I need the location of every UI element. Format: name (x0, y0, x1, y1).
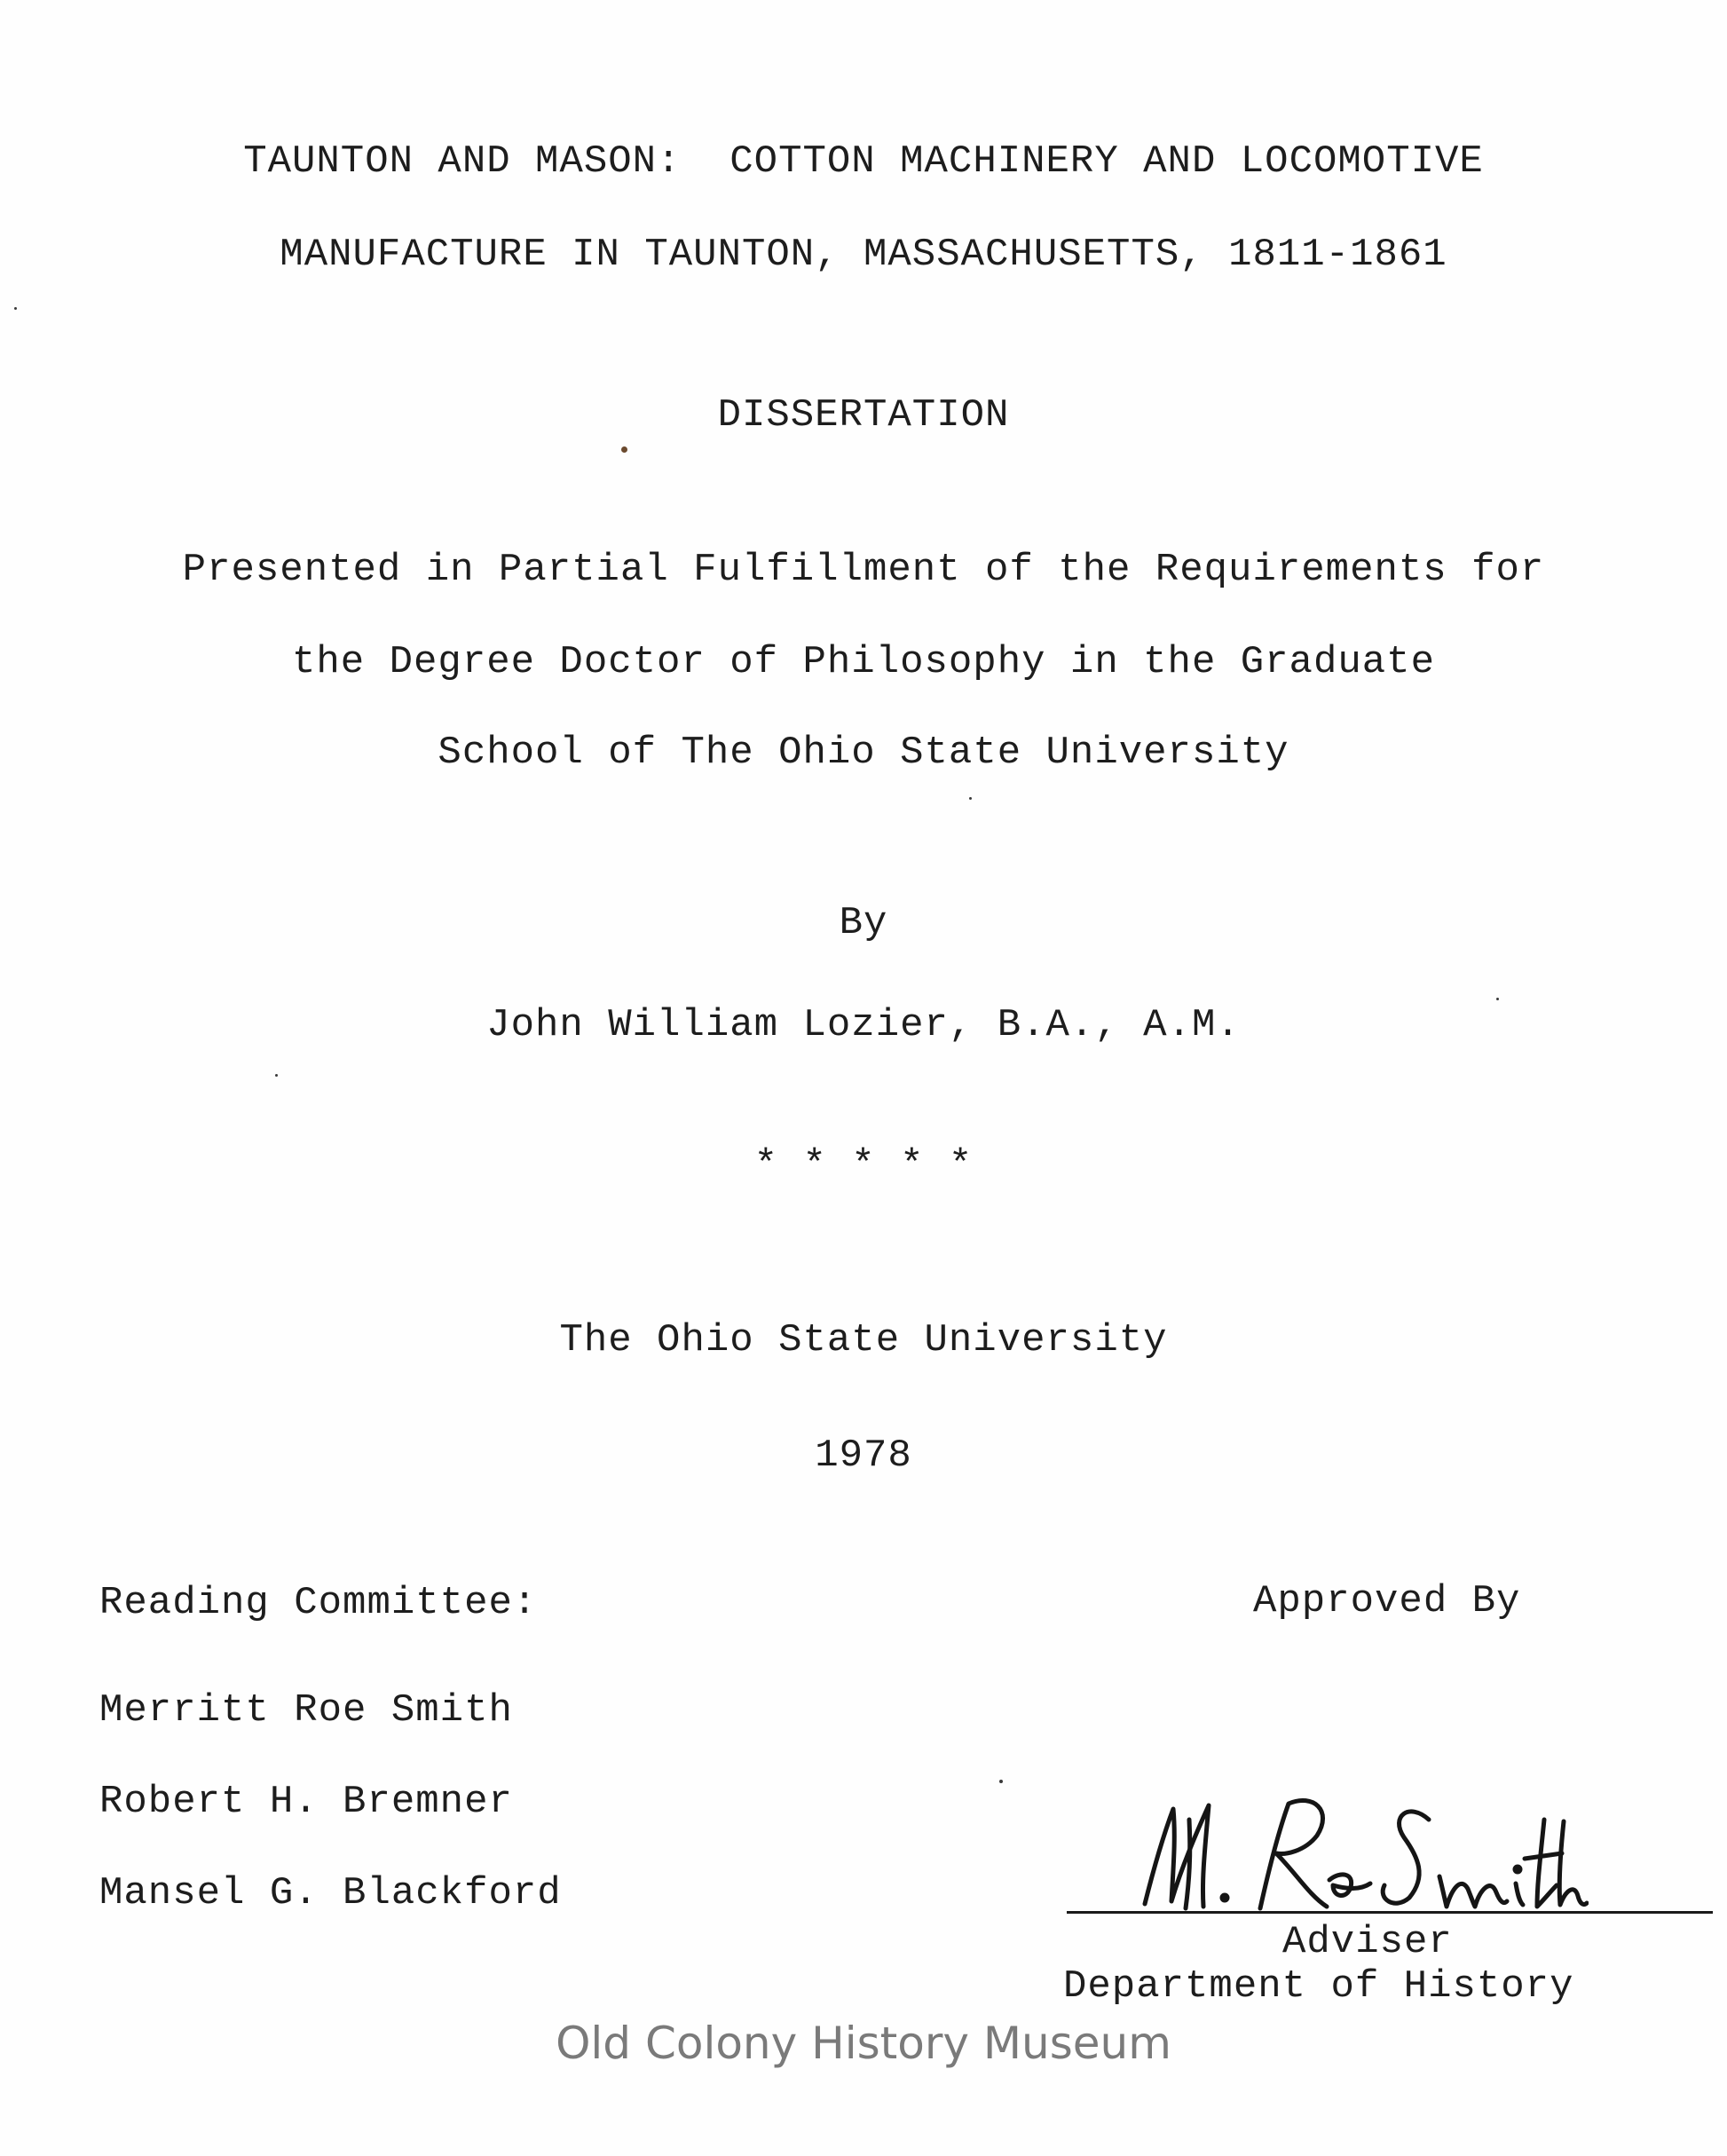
document-type: DISSERTATION (717, 393, 1010, 438)
separator-asterisks: * * * * * (753, 1143, 974, 1188)
committee-member: Mansel G. Blackford (99, 1871, 562, 1915)
museum-watermark: Old Colony History Museum (556, 2018, 1171, 2069)
paper-speck (275, 1074, 278, 1077)
by-label: By (839, 901, 888, 945)
presented-line-2: the Degree Doctor of Philosophy in the Graduate (291, 640, 1435, 684)
reading-committee-label: Reading Committee: (99, 1581, 538, 1625)
paper-speck (14, 307, 17, 310)
department-label: Department of History (1063, 1964, 1574, 2009)
title-line-2: MANUFACTURE IN TAUNTON, MASSACHUSETTS, 1811-1861 (280, 233, 1447, 277)
paper-speck (621, 446, 627, 453)
adviser-label: Adviser (1282, 1920, 1453, 1964)
year: 1978 (815, 1433, 912, 1478)
paper-speck (1496, 998, 1499, 1000)
committee-member: Robert H. Bremner (99, 1780, 513, 1824)
signature-line (1067, 1911, 1713, 1914)
adviser-signature (1127, 1784, 1589, 1926)
paper-speck (969, 797, 972, 800)
committee-member: Merritt Roe Smith (99, 1688, 513, 1733)
institution: The Ohio State University (559, 1318, 1168, 1362)
paper-speck (999, 1780, 1003, 1783)
presented-line-3: School of The Ohio State University (438, 731, 1289, 775)
author-name: John William Lozier, B.A., A.M. (486, 1003, 1241, 1047)
title-line-1: TAUNTON AND MASON: COTTON MACHINERY AND LOCOMOTIVE (243, 139, 1484, 184)
presented-line-1: Presented in Partial Fulfillment of the Requirements for (182, 548, 1545, 592)
approved-by-label: Approved By (1253, 1579, 1521, 1623)
